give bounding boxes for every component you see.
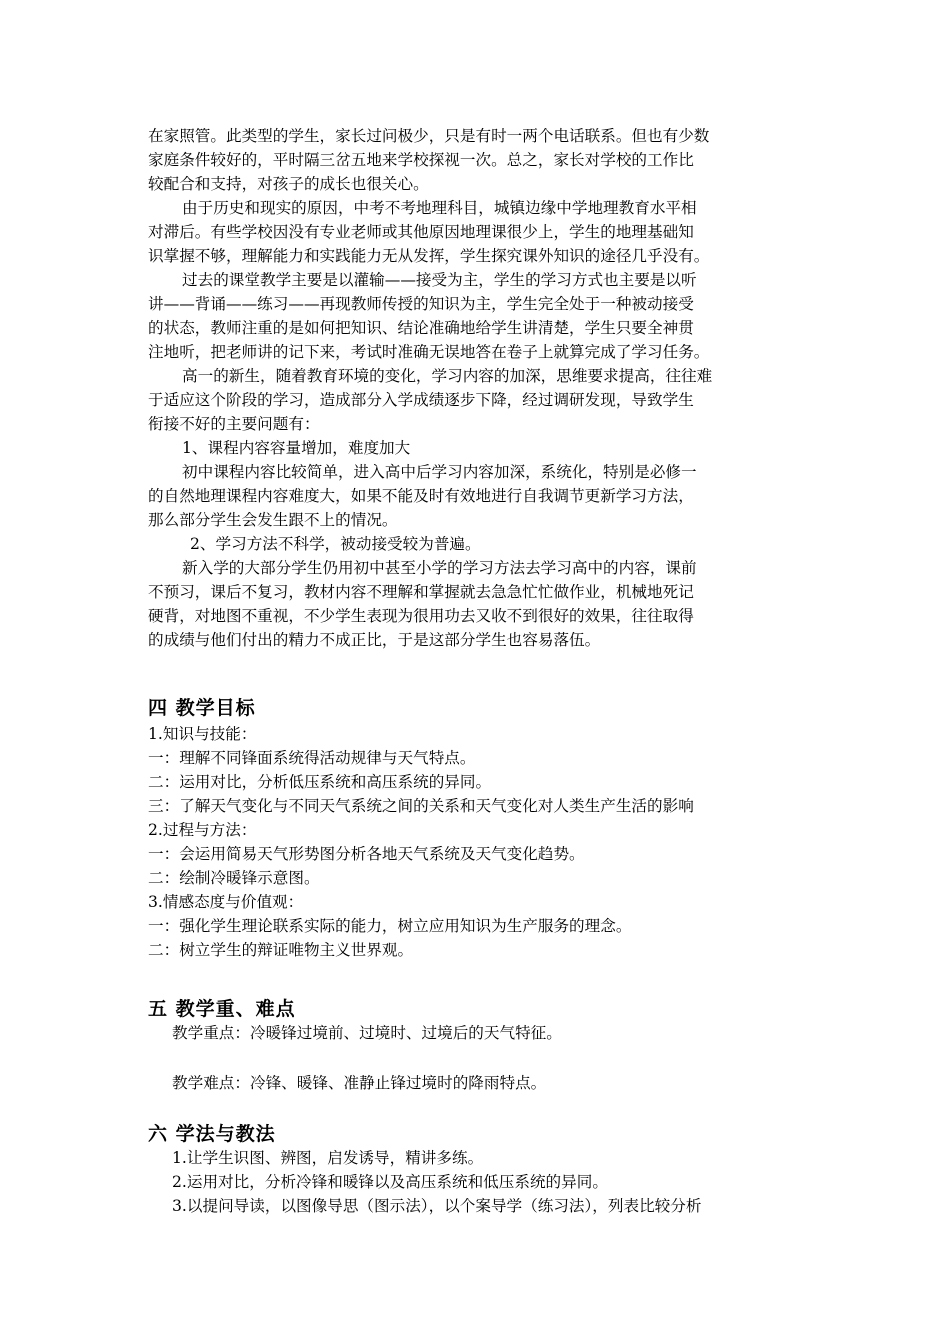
item1-body-line: 的自然地理课程内容难度大，如果不能及时有效地进行自我调节更新学习方法，	[148, 487, 694, 505]
item2-body-line: 新入学的大部分学生仍用初中甚至小学的学习方法去学习高中的内容，课前	[182, 559, 697, 577]
section4-heading: 四 教学目标	[148, 697, 256, 719]
section4-line: 一：强化学生理论联系实际的能力，树立应用知识为生产服务的理念。	[148, 917, 632, 935]
para2-line: 识掌握不够，理解能力和实践能力无从发挥，学生探究课外知识的途径几乎没有。	[148, 247, 710, 265]
item1-body-line: 那么部分学生会发生跟不上的情况。	[148, 511, 398, 529]
para2-line: 由于历史和现实的原因，中考不考地理科目，城镇边缘中学地理教育水平相	[182, 199, 697, 217]
section6-line: 1.让学生识图、辨图，启发诱导，精讲多练。	[172, 1149, 484, 1167]
section5-heading: 五 教学重、难点	[148, 998, 296, 1020]
section4-line: 二：树立学生的辩证唯物主义世界观。	[148, 941, 414, 959]
section6-line: 3.以提问导读，以图像导思（图示法），以个案导学（练习法），列表比较分析	[172, 1197, 702, 1215]
item1-title: 1、课程内容容量增加，难度加大	[182, 439, 411, 457]
section4-line: 二：运用对比，分析低压系统和高压系统的异同。	[148, 773, 492, 791]
para4-line: 衔接不好的主要问题有：	[148, 415, 320, 433]
para4-line: 于适应这个阶段的学习，造成部分入学成绩逐步下降，经过调研发现，导致学生	[148, 391, 694, 409]
item1-body-line: 初中课程内容比较简单，进入高中后学习内容加深，系统化，特别是必修一	[182, 463, 697, 481]
section4-line: 2.过程与方法：	[148, 821, 257, 839]
section4-line: 一：会运用简易天气形势图分析各地天气系统及天气变化趋势。	[148, 845, 585, 863]
item2-body-line: 硬背，对地图不重视，不少学生表现为很用功去又收不到很好的效果，往往取得	[148, 607, 694, 625]
para1-line: 在家照管。此类型的学生，家长过问极少，只是有时一两个电话联系。但也有少数	[148, 127, 710, 145]
section4-line: 一：理解不同锋面系统得活动规律与天气特点。	[148, 749, 476, 767]
section4-line: 三：了解天气变化与不同天气系统之间的关系和天气变化对人类生产生活的影响	[148, 797, 694, 815]
para3-line: 的状态，教师注重的是如何把知识、结论准确地给学生讲清楚，学生只要全神贯	[148, 319, 694, 337]
section6-heading: 六 学法与教法	[148, 1123, 276, 1145]
key-point: 教学重点：冷暖锋过境前、过境时、过境后的天气特征。	[172, 1024, 562, 1042]
para3-line: 过去的课堂教学主要是以灌输——接受为主，学生的学习方式也主要是以听	[182, 271, 697, 289]
section4-line: 1.知识与技能：	[148, 725, 257, 743]
para3-line: 讲——背诵——练习——再现教师传授的知识为主，学生完全处于一种被动接受	[148, 295, 694, 313]
item2-body-line: 不预习，课后不复习，教材内容不理解和掌握就去急急忙忙做作业，机械地死记	[148, 583, 694, 601]
section6-line: 2.运用对比，分析冷锋和暖锋以及高压系统和低压系统的异同。	[172, 1173, 608, 1191]
para1-line: 家庭条件较好的，平时隔三岔五地来学校探视一次。总之，家长对学校的工作比	[148, 151, 694, 169]
para3-line: 注地听，把老师讲的记下来，考试时准确无误地答在卷子上就算完成了学习任务。	[148, 343, 710, 361]
section4-line: 3.情感态度与价值观：	[148, 893, 304, 911]
section4-line: 二：绘制冷暖锋示意图。	[148, 869, 320, 887]
para1-line: 较配合和支持，对孩子的成长也很关心。	[148, 175, 429, 193]
para2-line: 对滞后。有些学校因没有专业老师或其他原因地理课很少上，学生的地理基础知	[148, 223, 694, 241]
item2-body-line: 的成绩与他们付出的精力不成正比，于是这部分学生也容易落伍。	[148, 631, 601, 649]
item2-title: 2、学习方法不科学，被动接受较为普遍。	[190, 535, 481, 553]
difficult-point: 教学难点：冷锋、暖锋、准静止锋过境时的降雨特点。	[172, 1074, 547, 1092]
para4-line: 高一的新生，随着教育环境的变化，学习内容的加深，思维要求提高，往往难	[182, 367, 713, 385]
